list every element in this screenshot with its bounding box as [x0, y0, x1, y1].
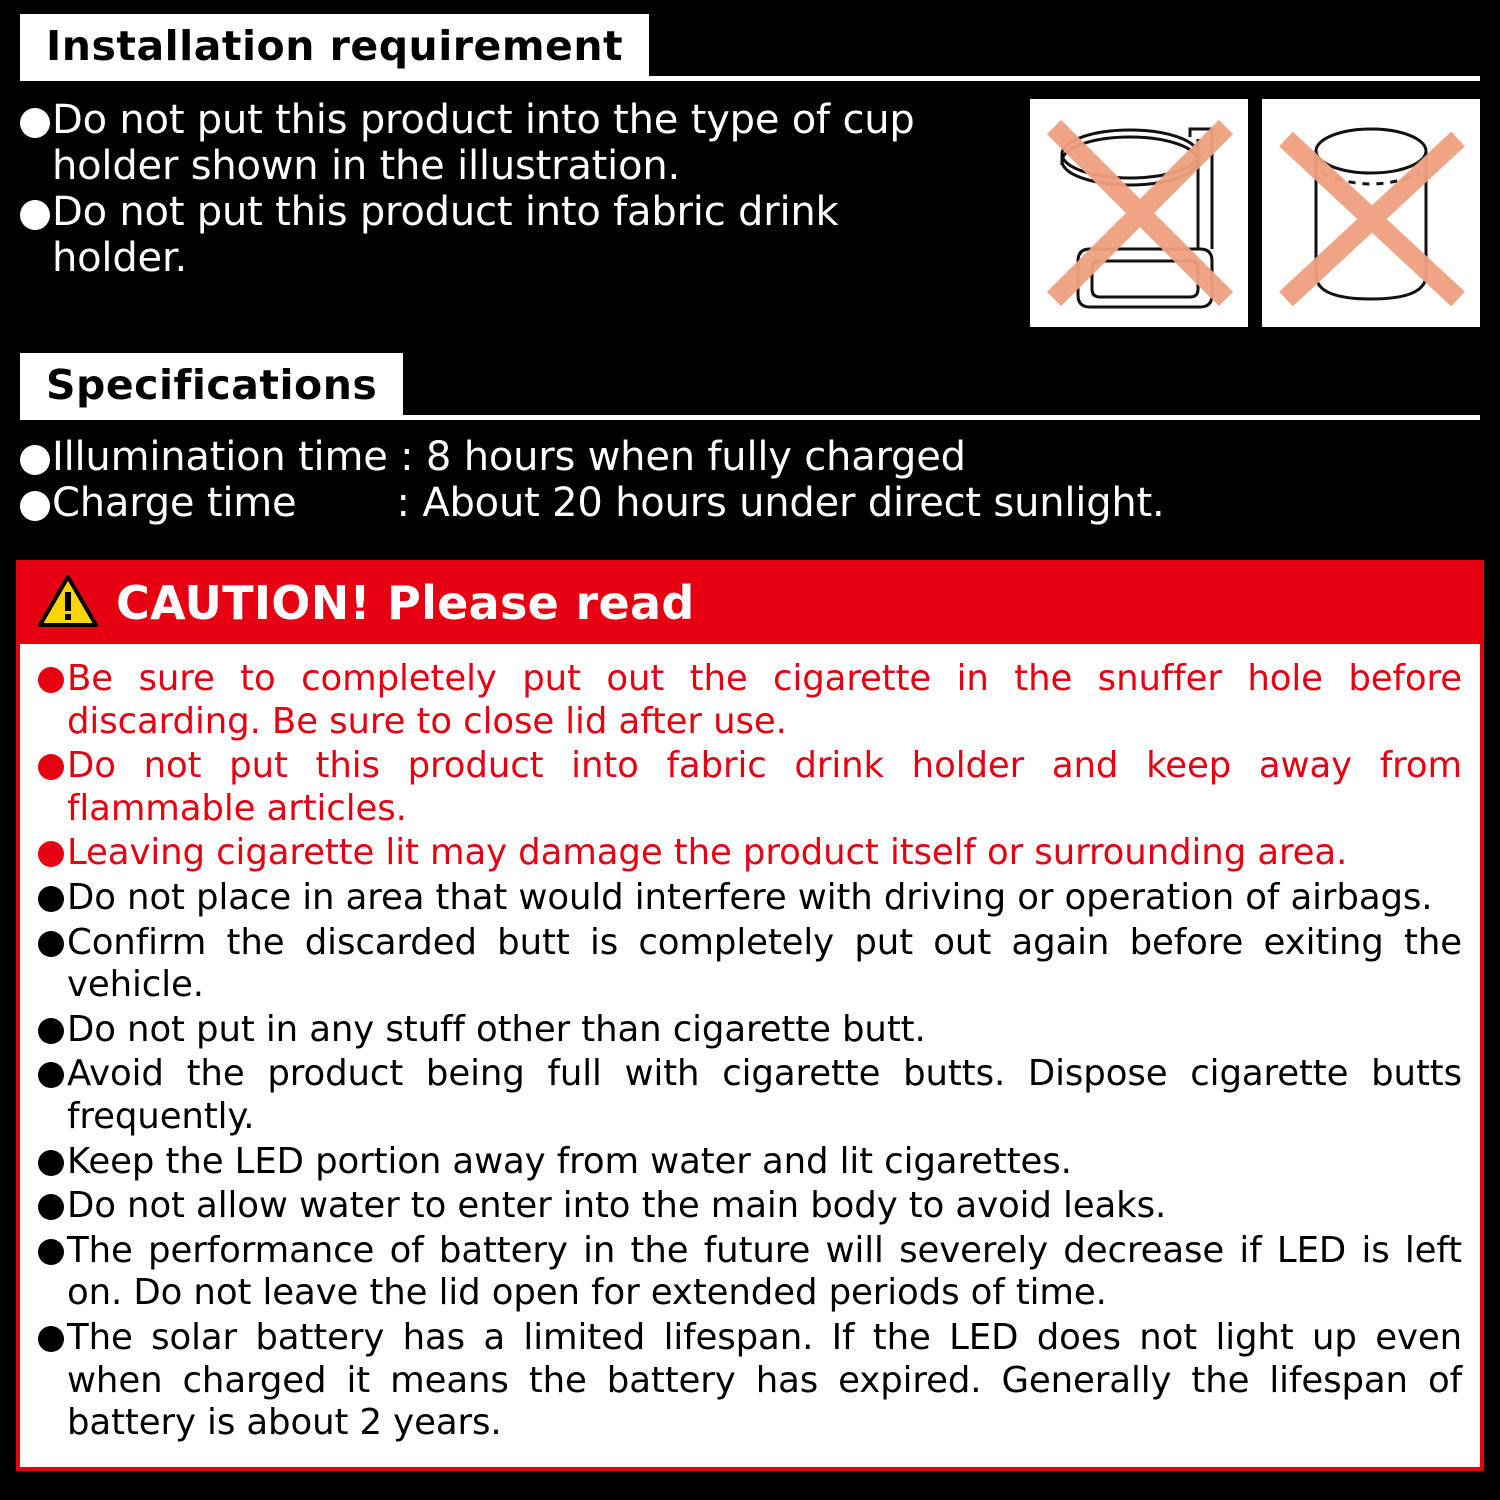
caution-item-text: Keep the LED portion away from water and lit cigarettes.: [67, 1140, 1072, 1182]
bullet-dot-icon: [38, 1150, 64, 1176]
list-item: [38, 832, 1462, 875]
caution-item-text: Do not allow water to enter into the main body to avoid leaks.: [67, 1185, 1167, 1227]
list-item: [20, 480, 1480, 526]
bullet-dot-icon: [38, 1194, 64, 1220]
bullet-dot-icon: [20, 445, 50, 475]
list-item: [38, 877, 1462, 920]
list-item: [38, 1230, 1462, 1315]
caution-title: [20, 564, 1480, 644]
caution-body: [20, 644, 1480, 1467]
list-item: [38, 922, 1462, 1007]
caution-item-text: Do not put this product into fabric drink holder and keep away from flammable articles.: [67, 745, 1462, 829]
caution-title-label: CAUTION! Please read: [116, 576, 695, 631]
figure-fabric-holder-prohibited: [1262, 99, 1480, 327]
list-item: [38, 1317, 1462, 1445]
list-item: [38, 1009, 1462, 1052]
heading-rule: [20, 76, 1480, 81]
specification-line: Illumination time : 8 hours when fully charged: [52, 434, 966, 481]
list-item: [38, 1053, 1462, 1138]
bullet-dot-icon: [38, 886, 64, 912]
installation-item-text: Do not put this product into fabric drink holder.: [52, 189, 839, 282]
figure-cup-holder-arm-prohibited: [1030, 99, 1248, 327]
caution-item-text: The performance of battery in the future will severely decrease if LED is left on. Do not leave the lid open for extended periods of time.: [67, 1229, 1462, 1314]
list-item: [38, 745, 1462, 830]
heading-rule: [20, 415, 1480, 420]
list-item: [20, 97, 920, 189]
caution-item-text: Do not put in any stuff other than cigarette butt.: [67, 1008, 926, 1050]
installation-heading: [20, 14, 1480, 81]
bullet-dot-icon: [38, 1239, 64, 1265]
installation-items: [20, 97, 920, 281]
bullet-dot-icon: [38, 1062, 64, 1088]
caution-box: [16, 560, 1484, 1471]
bullet-dot-icon: [38, 1326, 64, 1352]
installation-figures: [1030, 99, 1480, 327]
list-item: [38, 658, 1462, 743]
specifications-heading-label: Specifications: [20, 353, 403, 415]
bullet-dot-icon: [20, 200, 50, 230]
bullet-dot-icon: [38, 931, 64, 957]
caution-item-text: Confirm the discarded butt is completely put out again before exiting the vehicle.: [67, 921, 1462, 1006]
list-item: [20, 189, 920, 281]
caution-item-text: Do not place in area that would interfere with driving or operation of airbags.: [67, 877, 1433, 919]
list-item: [38, 1185, 1462, 1228]
cup-holder-arm-icon: [1030, 99, 1248, 327]
caution-items: [38, 658, 1462, 1445]
list-item: [38, 1141, 1462, 1184]
bullet-dot-icon: [38, 667, 64, 693]
list-item: [20, 434, 1480, 480]
specifications-section: [0, 353, 1500, 526]
installation-item-text: Do not put this product into the type of cup holder shown in the illustration.: [52, 97, 915, 190]
warning-triangle-icon: [38, 574, 98, 632]
bullet-dot-icon: [20, 108, 50, 138]
bullet-dot-icon: [38, 754, 64, 780]
specifications-heading: [20, 353, 1480, 420]
bullet-dot-icon: [20, 491, 50, 521]
specifications-items: [20, 434, 1480, 526]
bullet-dot-icon: [38, 1018, 64, 1044]
installation-heading-label: Installation requirement: [20, 14, 649, 76]
caution-item-text: Leaving cigarette lit may damage the product itself or surrounding area.: [67, 832, 1348, 874]
installation-section: [0, 0, 1500, 327]
specification-line: Charge time : About 20 hours under direct sunlight.: [52, 480, 1165, 527]
bullet-dot-icon: [38, 841, 64, 867]
fabric-drink-holder-icon: [1262, 99, 1480, 327]
caution-item-text: The solar battery has a limited lifespan. If the LED does not light up even when charged it means the battery has expired. Generally the lifespan of battery is about 2 years.: [67, 1317, 1462, 1444]
caution-item-text: Avoid the product being full with cigarette butts. Dispose cigarette butts frequently.: [67, 1053, 1462, 1138]
caution-item-text: Be sure to completely put out the cigarette in the snuffer hole before discarding. Be sure to close lid after use.: [67, 658, 1462, 742]
